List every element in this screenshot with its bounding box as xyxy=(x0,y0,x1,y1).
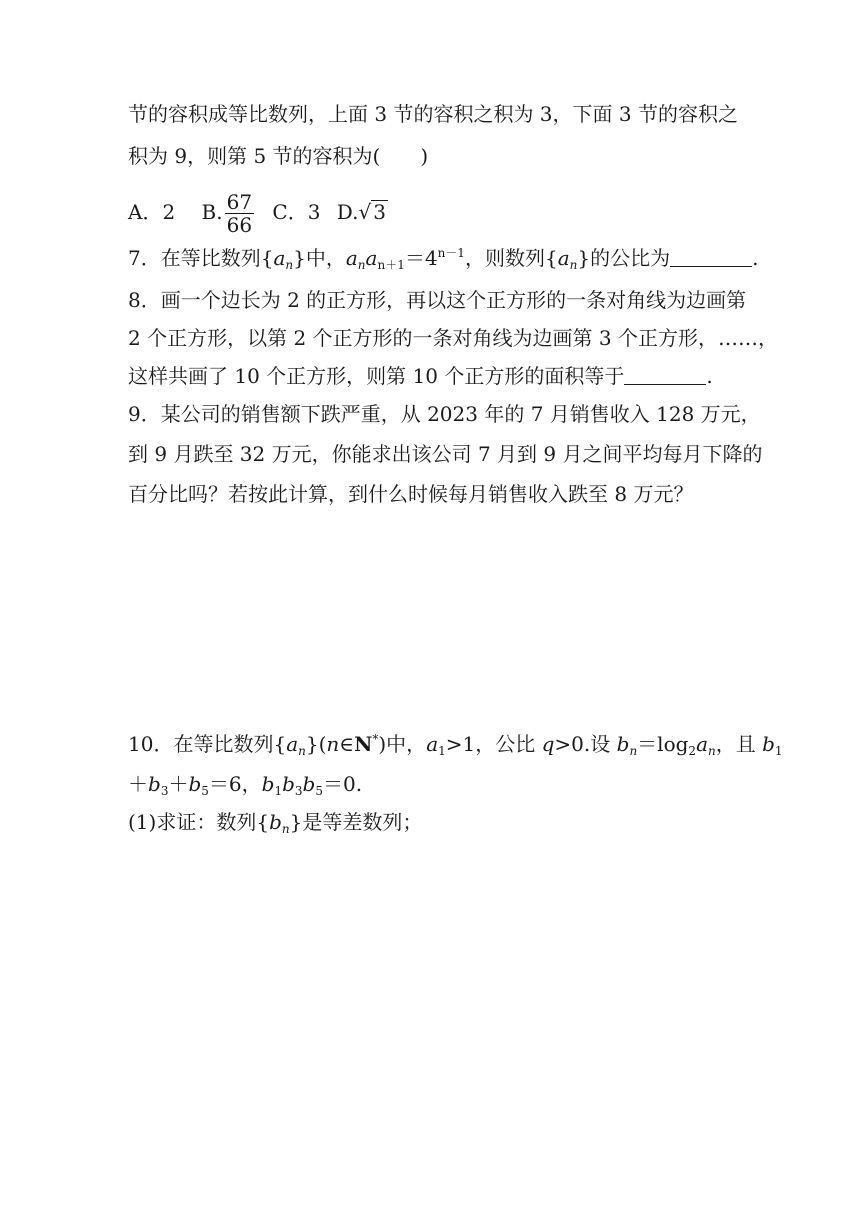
q8-line-1: 8．画一个边长为 2 的正方形，再以这个正方形的一条对角线为边画第 xyxy=(128,288,747,312)
option-b: B. $\frac{67}{66}$ xyxy=(201,190,253,237)
option-c: C．3 xyxy=(272,200,321,224)
q8-line-3: 这样共画了 10 个正方形，则第 10 个正方形的面积等于 . xyxy=(128,364,713,388)
q6-line-2: 积为 9，则第 5 节的容积为( ) xyxy=(128,144,429,168)
sqrt-symbol: √ 3 xyxy=(358,200,386,224)
answer-blank[interactable] xyxy=(624,364,706,385)
q10-part-1: (1)求证：数列$\{b_n\}$是等差数列； xyxy=(128,810,423,836)
q6-options xyxy=(128,190,388,236)
fraction: $\frac{67}{66}$ xyxy=(226,190,253,237)
q9-line-3: 百分比吗？若按此计算，到什么时候每月销售收入跌至 8 万元？ xyxy=(128,482,694,506)
q9-line-2: 到 9 月跌至 32 万元，你能求出该公司 7 月到 9 月之间平均每月下降的 xyxy=(128,442,763,466)
q6-line-1: 节的容积成等比数列，上面 3 节的容积之积为 3，下面 3 节的容积之 xyxy=(128,102,738,126)
q10-line-2: $+b_3+b_5=6$，$b_1b_3b_5=0$. xyxy=(128,772,363,798)
q10-line-1: 10．在等比数列$\{a_n\}(n\in N^*)$中，$a_1>1$，公比 q>0.设 $b_n=\log_2a_n$，且 $b_1$ xyxy=(128,732,783,758)
q8-line-2: 2 个正方形，以第 2 个正方形的一条对角线为边画第 3 个正方形，……， xyxy=(128,326,778,350)
option-a: A．2 xyxy=(128,200,176,224)
option-d: D.√ 3 xyxy=(337,200,388,224)
answer-blank[interactable] xyxy=(670,246,752,267)
q9-line-1: 9．某公司的销售额下跌严重，从 2023 年的 7 月销售收入 128 万元， xyxy=(128,402,761,426)
question-7: 7．在等比数列$\{a_n\}$中，$a_na_{n+1}=4^{n-1}$，则数列$\{a_n\}$的公比为 . xyxy=(128,246,759,272)
